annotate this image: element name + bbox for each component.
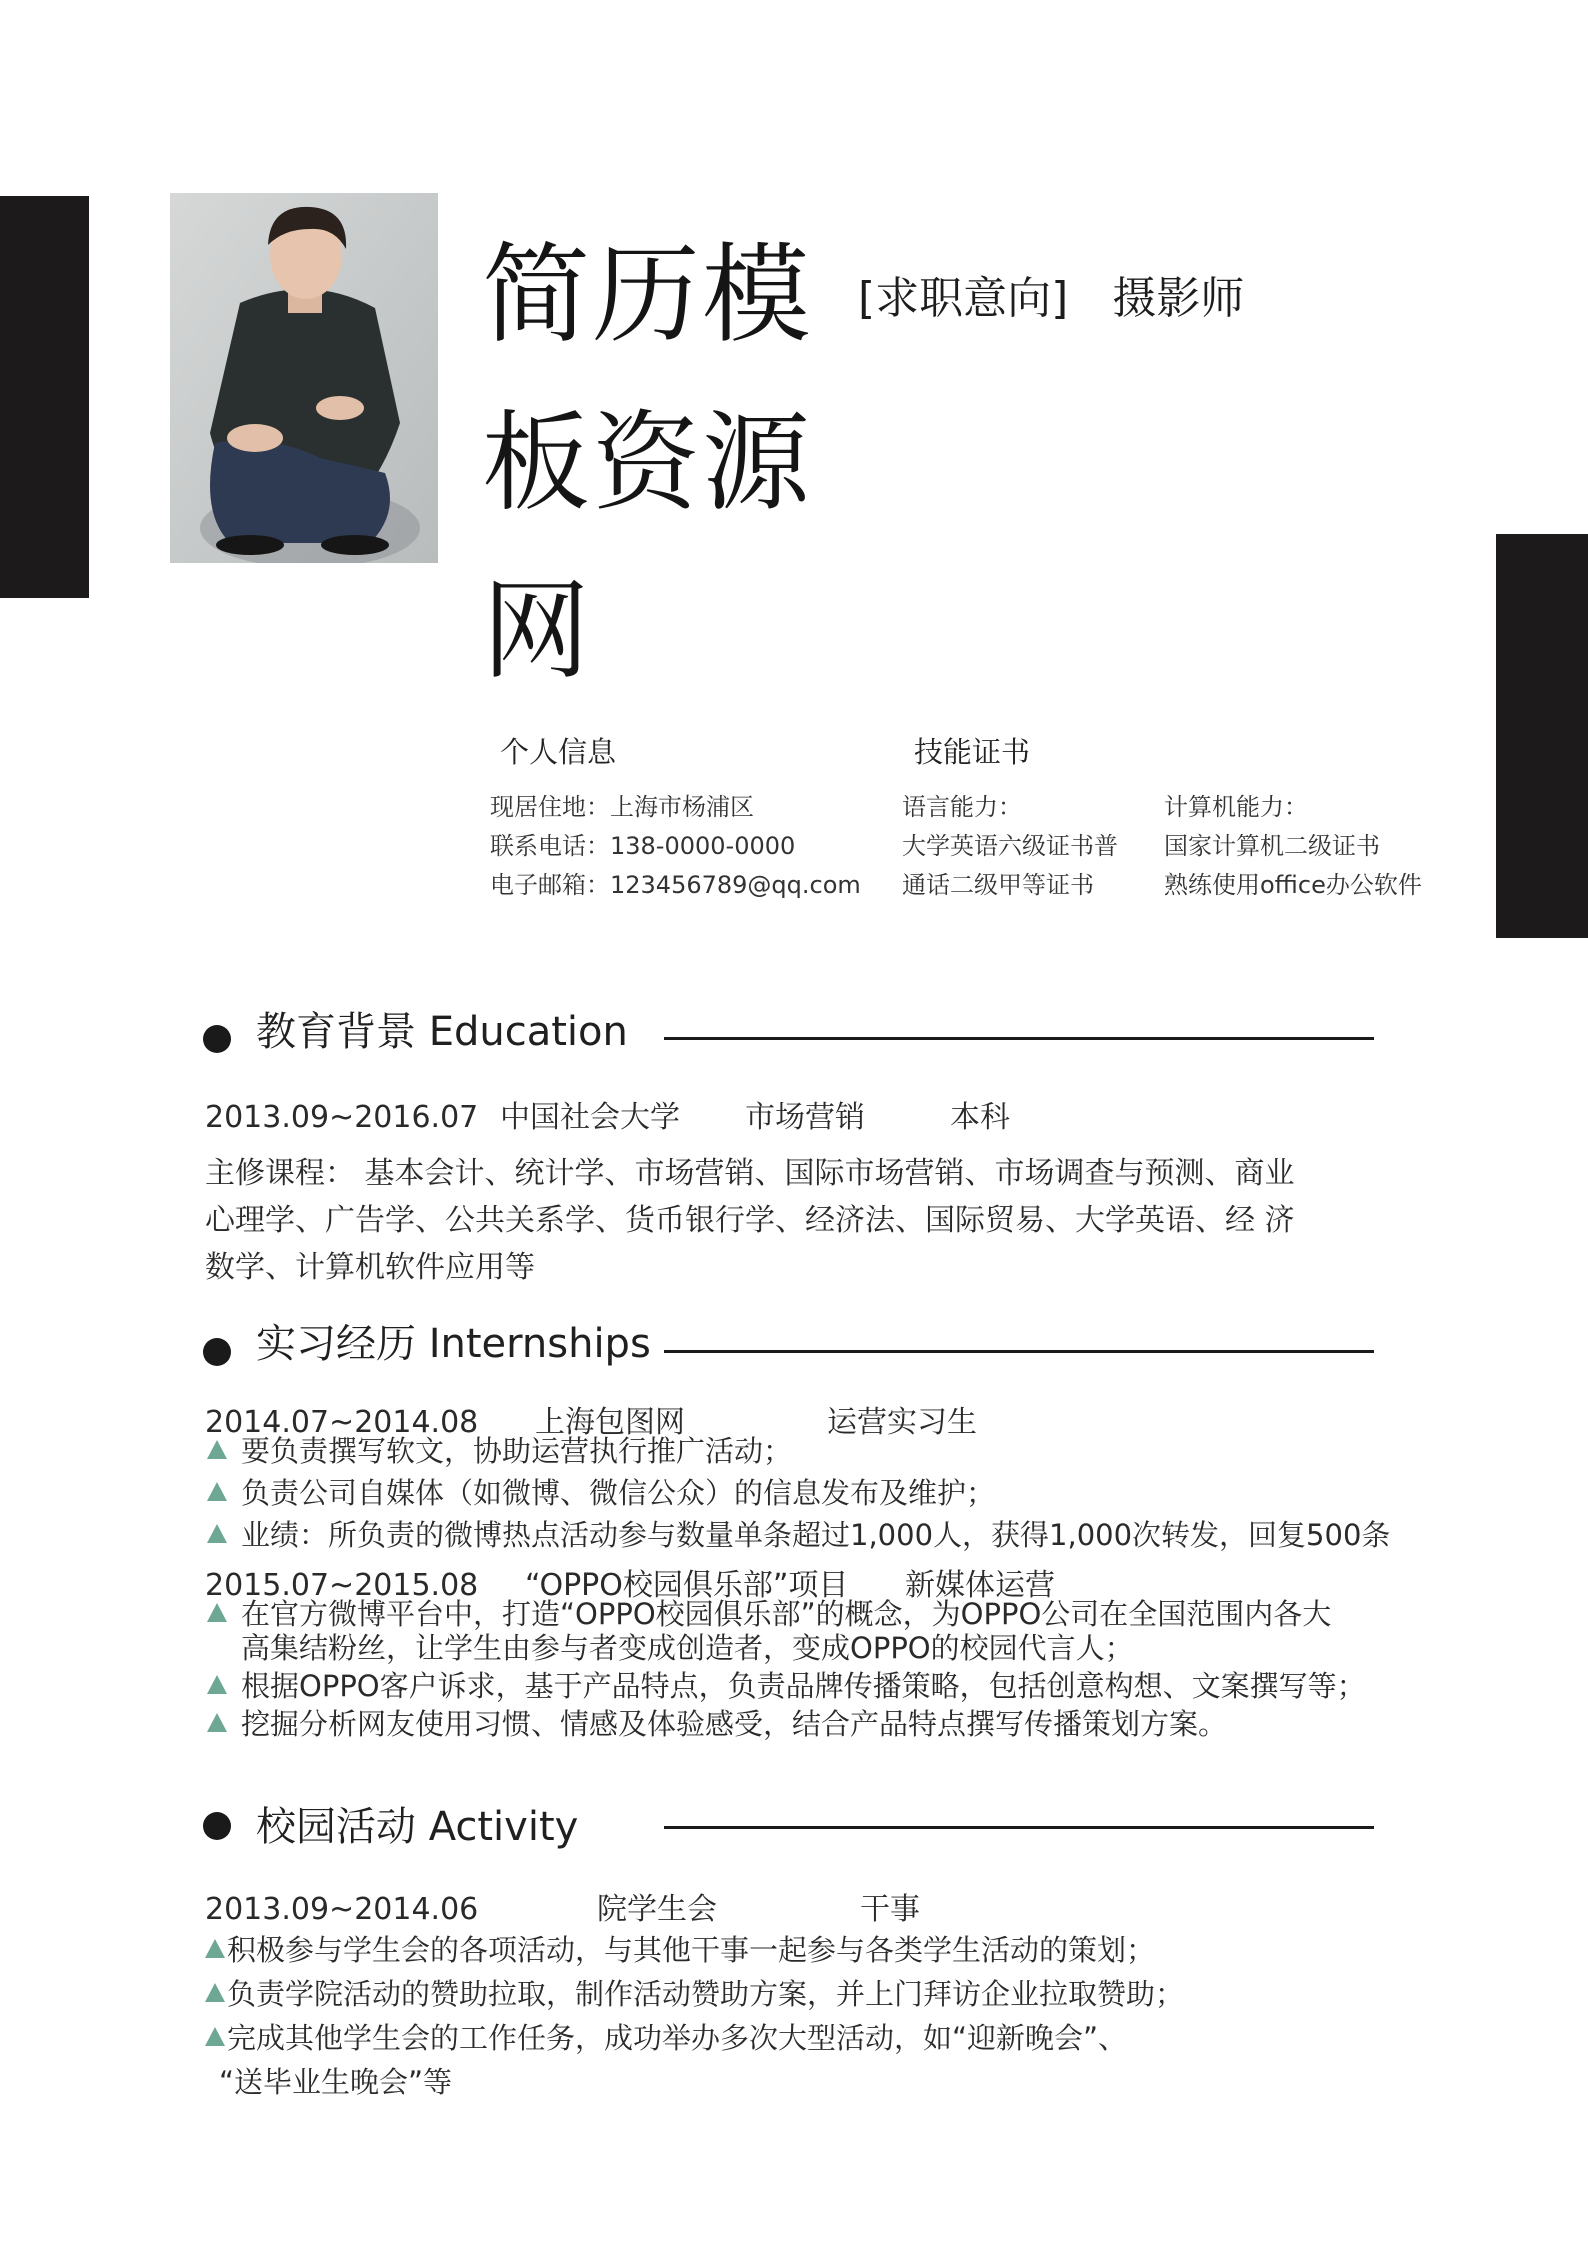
activity-org: 院学生会	[597, 1892, 717, 1927]
personal-info-block	[490, 788, 861, 905]
left-decor-bar	[0, 196, 89, 598]
internship-company: “OPPO校园俱乐部”项目	[525, 1568, 849, 1603]
address-text: 现居住地：上海市杨浦区	[490, 793, 754, 821]
triangle-bullet-icon	[207, 1524, 227, 1543]
language-skills	[902, 788, 1118, 905]
course-line: 心理学、广告学、公共关系学、货币银行学、经济法、国际贸易、大学英语、经 济	[205, 1203, 1295, 1238]
job-intent-value: 摄影师	[1112, 273, 1245, 324]
internship-period: 2014.07~2014.08	[205, 1405, 479, 1440]
list-item: 业绩：所负责的微博热点活动参与数量单条超过1,000人，获得1,000次转发，回复500条	[207, 1516, 1390, 1554]
computer-item: 熟练使用office办公软件	[1164, 871, 1422, 899]
education-period: 2013.09~2016.07	[205, 1100, 479, 1135]
internship-role: 新媒体运营	[905, 1568, 1055, 1603]
education-degree: 本科	[950, 1100, 1010, 1135]
section-divider	[664, 1826, 1374, 1829]
activity-period: 2013.09~2014.06	[205, 1892, 479, 1927]
internship-bullets	[207, 1597, 1366, 1743]
triangle-bullet-icon	[207, 1603, 227, 1622]
list-item: 根据OPPO客户诉求，基于产品特点，负责品牌传播策略，包括创意构想、文案撰写等；	[207, 1667, 1366, 1705]
list-item: 积极参与学生会的各项活动，与其他干事一起参与各类学生活动的策划；	[205, 1928, 1184, 1972]
triangle-bullet-icon	[205, 1983, 225, 2002]
computer-skills	[1164, 788, 1422, 905]
list-item-continuation: “送毕业生晚会”等	[219, 2065, 453, 2099]
internship-period: 2015.07~2015.08	[205, 1568, 479, 1603]
education-school: 中国社会大学	[500, 1100, 680, 1135]
language-item: 大学英语六级证书普	[902, 832, 1118, 860]
education-courses	[205, 1150, 1295, 1291]
personal-info-heading: 个人信息	[500, 735, 617, 769]
activity-heading: 校园活动 Activity	[256, 1804, 579, 1850]
triangle-bullet-icon	[207, 1675, 227, 1694]
section-divider	[664, 1350, 1374, 1353]
profile-photo	[170, 193, 438, 563]
job-intent-label: [求职意向]	[858, 273, 1069, 324]
skills-heading: 技能证书	[914, 735, 1031, 769]
job-intent	[858, 262, 1244, 326]
list-item: 负责学院活动的赞助拉取，制作活动赞助方案，并上门拜访企业拉取赞助；	[205, 1972, 1184, 2016]
list-item: 要负责撰写软文，协助运营执行推广活动；	[207, 1432, 1390, 1470]
list-item: 在官方微博平台中，打造“OPPO校园俱乐部”的概念，为OPPO公司在全国范围内各大	[207, 1597, 1366, 1631]
education-heading: 教育背景 Education	[256, 1009, 628, 1055]
section-divider	[664, 1037, 1374, 1040]
education-row	[205, 1092, 1010, 1136]
right-decor-bar	[1496, 534, 1588, 938]
triangle-bullet-icon	[207, 1482, 227, 1501]
course-line: 主修课程： 基本会计、统计学、市场营销、国际市场营销、市场调查与预测、商业	[205, 1156, 1295, 1191]
list-item-continuation: 高集结粉丝，让学生由参与者变成创造者，变成OPPO的校园代言人；	[241, 1631, 1134, 1665]
computer-item: 国家计算机二级证书	[1164, 832, 1380, 860]
resume-title: 简历模板资源网	[482, 233, 813, 694]
triangle-bullet-icon	[205, 1939, 225, 1958]
portrait-illustration	[170, 193, 438, 563]
triangle-bullet-icon	[205, 2027, 225, 2046]
email-text: 电子邮箱：123456789@qq.com	[490, 871, 861, 899]
internship-role: 运营实习生	[827, 1405, 977, 1440]
internship-bullets	[207, 1432, 1390, 1554]
activity-role: 干事	[860, 1892, 920, 1927]
section-bullet-dot	[203, 1812, 231, 1840]
language-item: 通话二级甲等证书	[902, 871, 1094, 899]
section-bullet-dot	[203, 1338, 231, 1366]
education-major: 市场营销	[745, 1100, 865, 1135]
course-line: 数学、计算机软件应用等	[205, 1250, 535, 1285]
triangle-bullet-icon	[207, 1440, 227, 1459]
list-item: 负责公司自媒体（如微博、微信公众）的信息发布及维护；	[207, 1474, 1390, 1512]
language-label: 语言能力：	[902, 793, 1022, 821]
phone-text: 联系电话：138-0000-0000	[490, 832, 796, 860]
triangle-bullet-icon	[207, 1713, 227, 1732]
activity-row	[205, 1884, 920, 1928]
section-bullet-dot	[203, 1025, 231, 1053]
internship-company: 上海包图网	[535, 1405, 685, 1440]
internships-heading: 实习经历 Internships	[256, 1321, 651, 1367]
activity-bullets	[205, 1928, 1184, 2104]
list-item: 完成其他学生会的工作任务，成功举办多次大型活动，如“迎新晚会”、	[205, 2016, 1184, 2060]
computer-label: 计算机能力：	[1164, 793, 1308, 821]
list-item: 挖掘分析网友使用习惯、情感及体验感受，结合产品特点撰写传播策划方案。	[207, 1705, 1366, 1743]
